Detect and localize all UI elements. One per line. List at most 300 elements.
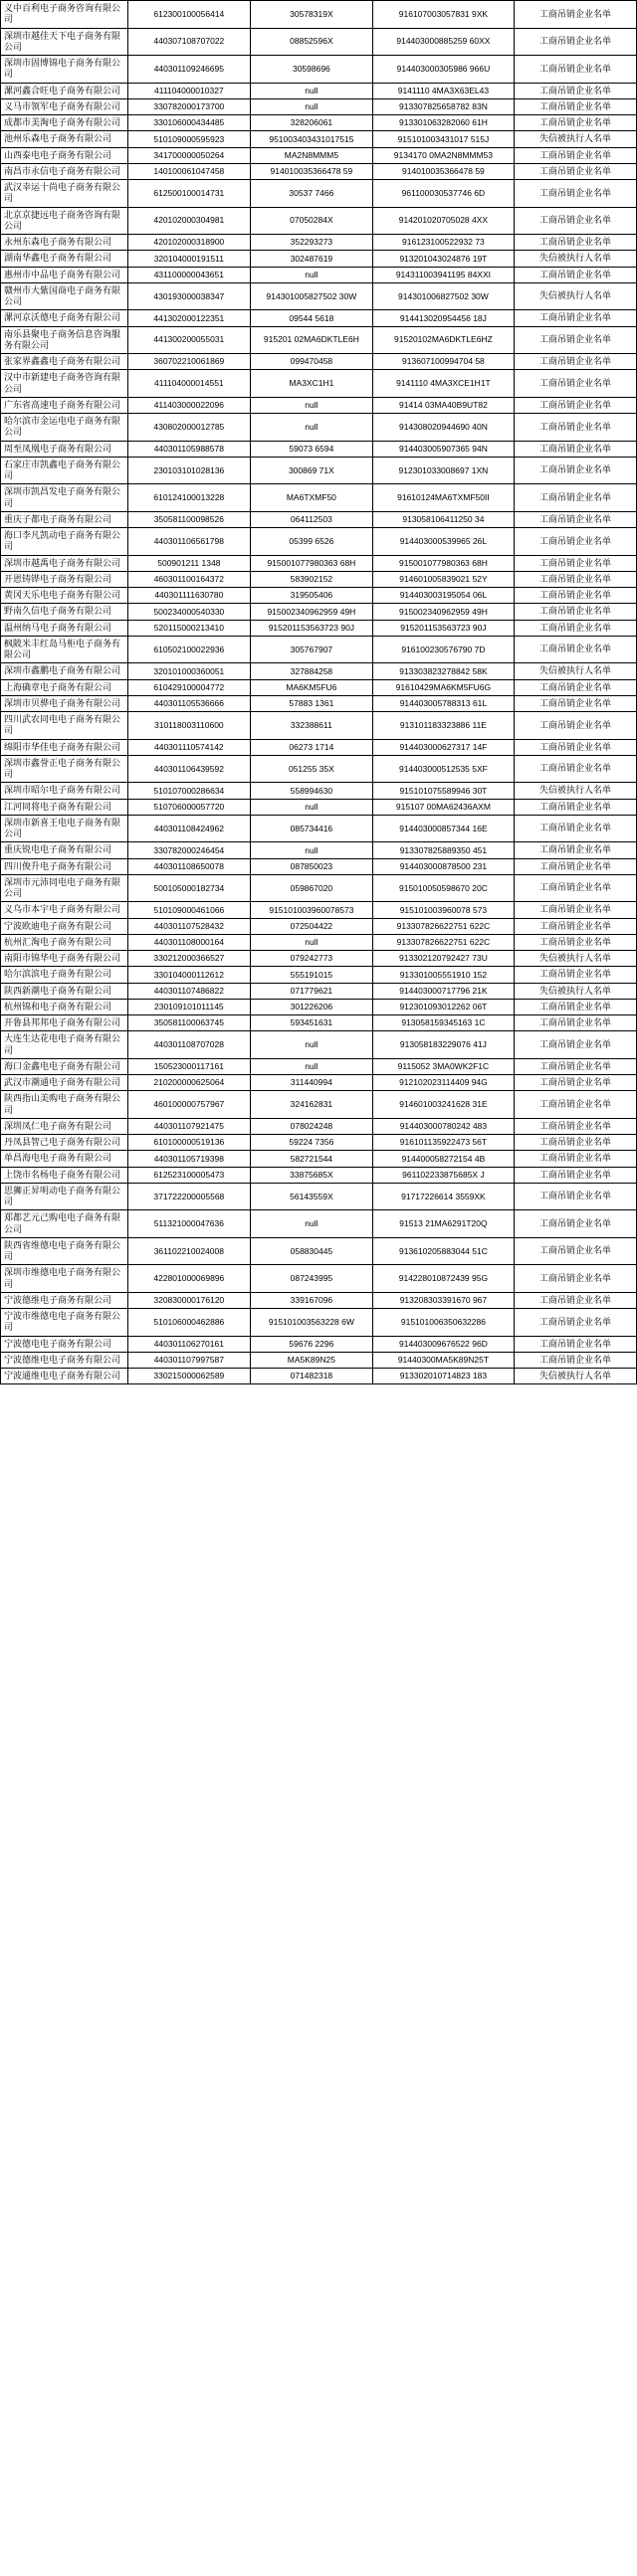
company-name-cell: 温州纳马电子商务有限公司 bbox=[1, 620, 128, 636]
table-row bbox=[1, 902, 637, 918]
taxpayer-id-cell: 915101003431017 515J bbox=[372, 131, 514, 147]
company-name-cell: 义马市领军电子商务有限公司 bbox=[1, 98, 128, 114]
company-name-cell: 南昌市永信电子商务有限公司 bbox=[1, 163, 128, 179]
list-type-cell: 失信被执行人名单 bbox=[514, 783, 636, 799]
table-row bbox=[1, 414, 637, 442]
taxpayer-id-cell: 913101183323886 11E bbox=[372, 712, 514, 740]
taxpayer-id-cell: 915101003960078 573 bbox=[372, 902, 514, 918]
list-type-cell: 工商吊销企业名单 bbox=[514, 98, 636, 114]
taxpayer-id-cell: 914403000627317 14F bbox=[372, 739, 514, 755]
registration-number-cell: 440301107486822 bbox=[127, 983, 250, 999]
company-name-cell: 哈尔滨滨电子商务有限公司 bbox=[1, 967, 128, 983]
registration-number-cell: 500234000540330 bbox=[127, 604, 250, 620]
organization-code-cell: MA5K89N25 bbox=[250, 1352, 372, 1368]
registration-number-cell: 440301110574142 bbox=[127, 739, 250, 755]
organization-code-cell: null bbox=[250, 83, 372, 98]
organization-code-cell: 57883 1361 bbox=[250, 695, 372, 711]
organization-code-cell: 915101003563228 6W bbox=[250, 1309, 372, 1337]
list-type-cell: 工商吊销企业名单 bbox=[514, 1265, 636, 1293]
list-type-cell: 失信被执行人名单 bbox=[514, 251, 636, 267]
organization-code-cell: 951003403431017515 bbox=[250, 131, 372, 147]
table-row bbox=[1, 1091, 637, 1119]
registration-number-cell: 411403000022096 bbox=[127, 397, 250, 413]
organization-code-cell: 30537 7466 bbox=[250, 180, 372, 208]
registration-number-cell: 430802000012785 bbox=[127, 414, 250, 442]
registration-number-cell: 440301107921475 bbox=[127, 1118, 250, 1134]
table-row bbox=[1, 1167, 637, 1183]
organization-code-cell: 59676 2296 bbox=[250, 1336, 372, 1352]
organization-code-cell: 324162831 bbox=[250, 1091, 372, 1119]
taxpayer-id-cell: 961102233875685X J bbox=[372, 1167, 514, 1183]
list-type-cell: 工商吊销企业名单 bbox=[514, 235, 636, 251]
table-row bbox=[1, 354, 637, 370]
list-type-cell: 工商吊销企业名单 bbox=[514, 1075, 636, 1091]
list-type-cell: 工商吊销企业名单 bbox=[514, 414, 636, 442]
taxpayer-id-cell: 914403000857344 16E bbox=[372, 815, 514, 842]
taxpayer-id-cell: 914601003241628 31E bbox=[372, 1091, 514, 1119]
company-name-cell: 开恩铸铧电子商务有限公司 bbox=[1, 571, 128, 587]
table-row bbox=[1, 934, 637, 950]
company-name-cell: 深圳市鑫誉正电子商务有限公司 bbox=[1, 755, 128, 783]
taxpayer-id-cell: 913307825658782 83N bbox=[372, 98, 514, 114]
company-name-cell: 宁波市维德电电子商务有限公司 bbox=[1, 1309, 128, 1337]
taxpayer-id-cell: 914403009676522 96D bbox=[372, 1336, 514, 1352]
registration-number-cell: 341700000050264 bbox=[127, 147, 250, 163]
taxpayer-id-cell: 914201020705028 4XX bbox=[372, 207, 514, 235]
list-type-cell: 工商吊销企业名单 bbox=[514, 1135, 636, 1151]
list-type-cell: 工商吊销企业名单 bbox=[514, 56, 636, 84]
company-name-cell: 黄冈天乐电电子商务有限公司 bbox=[1, 588, 128, 604]
company-name-cell: 广东省高速电子商务有限公司 bbox=[1, 397, 128, 413]
registration-number-cell: 350581100098526 bbox=[127, 511, 250, 527]
table-row bbox=[1, 326, 637, 354]
organization-code-cell: null bbox=[250, 1210, 372, 1238]
taxpayer-id-cell: 91610429MA6KM5FU6G bbox=[372, 679, 514, 695]
list-type-cell: 工商吊销企业名单 bbox=[514, 28, 636, 56]
company-name-cell: 大连生达花电电子商务有限公司 bbox=[1, 1031, 128, 1059]
table-row bbox=[1, 397, 637, 413]
company-name-cell: 成都市美淘电子商务有限公司 bbox=[1, 115, 128, 131]
registration-number-cell: 441300200055031 bbox=[127, 326, 250, 354]
organization-code-cell: 59073 6594 bbox=[250, 441, 372, 457]
registration-number-cell: 440301107997587 bbox=[127, 1352, 250, 1368]
list-type-cell: 工商吊销企业名单 bbox=[514, 571, 636, 587]
list-type-cell: 工商吊销企业名单 bbox=[514, 1091, 636, 1119]
organization-code-cell: 59224 7356 bbox=[250, 1135, 372, 1151]
registration-number-cell: 610100000519136 bbox=[127, 1135, 250, 1151]
table-row bbox=[1, 441, 637, 457]
list-type-cell: 工商吊销企业名单 bbox=[514, 1058, 636, 1074]
registration-number-cell: 411104000014551 bbox=[127, 370, 250, 398]
registration-number-cell: 510109000461066 bbox=[127, 902, 250, 918]
list-type-cell: 工商吊销企业名单 bbox=[514, 967, 636, 983]
organization-code-cell: 05399 6526 bbox=[250, 528, 372, 556]
organization-code-cell: 051255 35X bbox=[250, 755, 372, 783]
organization-code-cell: 327884258 bbox=[250, 663, 372, 679]
taxpayer-id-cell: 91513 21MA6291T20Q bbox=[372, 1210, 514, 1238]
list-type-cell: 工商吊销企业名单 bbox=[514, 441, 636, 457]
list-type-cell: 失信被执行人名单 bbox=[514, 282, 636, 310]
registration-number-cell: 440301106561798 bbox=[127, 528, 250, 556]
list-type-cell: 工商吊销企业名单 bbox=[514, 755, 636, 783]
organization-code-cell: 087850023 bbox=[250, 858, 372, 874]
taxpayer-id-cell: 91520102MA6DKTLE6HZ bbox=[372, 326, 514, 354]
taxpayer-id-cell: 914308020944690 40N bbox=[372, 414, 514, 442]
company-name-cell: 宁波欧迪电子商务有限公司 bbox=[1, 918, 128, 934]
company-name-cell: 深圳市固博锦电子商务有限公司 bbox=[1, 56, 128, 84]
organization-code-cell: MA6TXMF50 bbox=[250, 484, 372, 512]
company-name-cell: 单昌海电电子商务有限公司 bbox=[1, 1151, 128, 1167]
organization-code-cell: 09544 5618 bbox=[250, 310, 372, 326]
list-type-cell: 工商吊销企业名单 bbox=[514, 588, 636, 604]
organization-code-cell: 08852596X bbox=[250, 28, 372, 56]
table-row bbox=[1, 951, 637, 967]
list-type-cell: 工商吊销企业名单 bbox=[514, 511, 636, 527]
organization-code-cell: MA3XC1H1 bbox=[250, 370, 372, 398]
list-type-cell: 工商吊销企业名单 bbox=[514, 1292, 636, 1308]
company-name-cell: 上饶市名杨电子商务有限公司 bbox=[1, 1167, 128, 1183]
table-row bbox=[1, 1292, 637, 1308]
taxpayer-id-cell: 914228010872439 95G bbox=[372, 1265, 514, 1293]
taxpayer-id-cell: 913058159345163 1C bbox=[372, 1015, 514, 1031]
taxpayer-id-cell: 913307825889350 451 bbox=[372, 842, 514, 858]
company-name-cell: 海口金鑫电电子商务有限公司 bbox=[1, 1058, 128, 1074]
registration-number-cell: 361102210024008 bbox=[127, 1237, 250, 1265]
list-type-cell: 工商吊销企业名单 bbox=[514, 528, 636, 556]
table-row bbox=[1, 783, 637, 799]
taxpayer-id-cell: 913303823278842 58K bbox=[372, 663, 514, 679]
table-row bbox=[1, 1075, 637, 1091]
organization-code-cell: null bbox=[250, 414, 372, 442]
list-type-cell: 工商吊销企业名单 bbox=[514, 902, 636, 918]
table-row bbox=[1, 528, 637, 556]
company-name-cell: 深圳市凯昌发电子商务有限公司 bbox=[1, 484, 128, 512]
organization-code-cell: 064112503 bbox=[250, 511, 372, 527]
registration-number-cell: 510106000462886 bbox=[127, 1309, 250, 1337]
taxpayer-id-cell: 914403000717796 21K bbox=[372, 983, 514, 999]
table-row bbox=[1, 842, 637, 858]
company-name-cell: 深圳凤仁电子商务有限公司 bbox=[1, 1118, 128, 1134]
list-type-cell: 工商吊销企业名单 bbox=[514, 326, 636, 354]
organization-code-cell: null bbox=[250, 397, 372, 413]
table-row bbox=[1, 799, 637, 815]
taxpayer-id-cell: 913307826622751 622C bbox=[372, 918, 514, 934]
organization-code-cell: 555191015 bbox=[250, 967, 372, 983]
company-name-cell: 哈尔滨市金运电电子商务有限公司 bbox=[1, 414, 128, 442]
list-type-cell: 工商吊销企业名单 bbox=[514, 1309, 636, 1337]
company-name-cell: 陕西省维德电电子商务有限公司 bbox=[1, 1237, 128, 1265]
registration-number-cell: 610124100013228 bbox=[127, 484, 250, 512]
registration-number-cell: 422801000069896 bbox=[127, 1265, 250, 1293]
list-type-cell: 工商吊销企业名单 bbox=[514, 397, 636, 413]
registration-number-cell: 440301105536666 bbox=[127, 695, 250, 711]
list-type-cell: 工商吊销企业名单 bbox=[514, 712, 636, 740]
registration-number-cell: 612500100014731 bbox=[127, 180, 250, 208]
organization-code-cell: 311440994 bbox=[250, 1075, 372, 1091]
list-type-cell: 失信被执行人名单 bbox=[514, 983, 636, 999]
organization-code-cell: 071482318 bbox=[250, 1369, 372, 1384]
table-row bbox=[1, 695, 637, 711]
list-type-cell: 失信被执行人名单 bbox=[514, 663, 636, 679]
organization-code-cell: 300869 71X bbox=[250, 457, 372, 484]
registration-number-cell: 460301100164372 bbox=[127, 571, 250, 587]
table-row bbox=[1, 555, 637, 571]
registration-number-cell: 610502100022936 bbox=[127, 636, 250, 663]
registration-number-cell: 440301111630780 bbox=[127, 588, 250, 604]
organization-code-cell: 915201 02MA6DKTLE6H bbox=[250, 326, 372, 354]
registration-number-cell: 320830000176120 bbox=[127, 1292, 250, 1308]
taxpayer-id-cell: 914403005907365 94N bbox=[372, 441, 514, 457]
table-row bbox=[1, 251, 637, 267]
table-row bbox=[1, 1, 637, 29]
organization-code-cell: 07050284X bbox=[250, 207, 372, 235]
company-name-cell: 南乐县聚电子商务信息咨询服务有限公司 bbox=[1, 326, 128, 354]
list-type-cell: 工商吊销企业名单 bbox=[514, 1237, 636, 1265]
company-name-cell: 深圳市越佳天下电子商务有限公司 bbox=[1, 28, 128, 56]
list-type-cell: 工商吊销企业名单 bbox=[514, 858, 636, 874]
organization-code-cell: 352293273 bbox=[250, 235, 372, 251]
organization-code-cell: 915201153563723 90J bbox=[250, 620, 372, 636]
list-type-cell: 工商吊销企业名单 bbox=[514, 1, 636, 29]
company-name-cell: 杭州锦和电子商务有限公司 bbox=[1, 999, 128, 1014]
list-type-cell: 失信被执行人名单 bbox=[514, 951, 636, 967]
company-name-cell: 深圳市昭尔电子商务有限公司 bbox=[1, 783, 128, 799]
organization-code-cell: null bbox=[250, 1058, 372, 1074]
company-name-cell: 陕西新潮电子商务有限公司 bbox=[1, 983, 128, 999]
registration-number-cell: 320104000191511 bbox=[127, 251, 250, 267]
registration-number-cell: 360702210061869 bbox=[127, 354, 250, 370]
company-name-cell: 上海确章电子商务有限公司 bbox=[1, 679, 128, 695]
taxpayer-id-cell: 913307826622751 622C bbox=[372, 934, 514, 950]
table-row bbox=[1, 1118, 637, 1134]
taxpayer-id-cell: 915010050598670 20C bbox=[372, 874, 514, 902]
list-type-cell: 工商吊销企业名单 bbox=[514, 1031, 636, 1059]
table-row bbox=[1, 604, 637, 620]
company-name-cell: 郑都艺元己购电电子商务有限公司 bbox=[1, 1210, 128, 1238]
company-name-cell: 江河同将电子商务有限公司 bbox=[1, 799, 128, 815]
list-type-cell: 工商吊销企业名单 bbox=[514, 163, 636, 179]
taxpayer-id-cell: 914403003195054 06L bbox=[372, 588, 514, 604]
company-name-cell: 开鲁县邦邦电子商务有限公司 bbox=[1, 1015, 128, 1031]
organization-code-cell: 078024248 bbox=[250, 1118, 372, 1134]
registration-number-cell: 441302000122351 bbox=[127, 310, 250, 326]
organization-code-cell: 319505406 bbox=[250, 588, 372, 604]
table-row bbox=[1, 457, 637, 484]
list-type-cell: 工商吊销企业名单 bbox=[514, 636, 636, 663]
taxpayer-id-cell: 91414 03MA40B9UT82 bbox=[372, 397, 514, 413]
taxpayer-id-cell: 913301063282060 61H bbox=[372, 115, 514, 131]
company-name-cell: 宁波德维电子商务有限公司 bbox=[1, 1292, 128, 1308]
table-row bbox=[1, 1031, 637, 1059]
list-type-cell: 工商吊销企业名单 bbox=[514, 180, 636, 208]
list-type-cell: 工商吊销企业名单 bbox=[514, 815, 636, 842]
registration-number-cell: 330782000173700 bbox=[127, 98, 250, 114]
table-row bbox=[1, 370, 637, 398]
organization-code-cell: 058830445 bbox=[250, 1237, 372, 1265]
taxpayer-id-cell: 914403000878500 231 bbox=[372, 858, 514, 874]
taxpayer-id-cell: 91440300MA5K89N25T bbox=[372, 1352, 514, 1368]
registration-number-cell: 440301106439592 bbox=[127, 755, 250, 783]
company-name-cell: 张家界鑫鑫电子商务有限公司 bbox=[1, 354, 128, 370]
organization-code-cell: MA2N8MMM5 bbox=[250, 147, 372, 163]
company-name-cell: 深圳市越禹电子商务有限公司 bbox=[1, 555, 128, 571]
table-row bbox=[1, 1151, 637, 1167]
list-type-cell: 工商吊销企业名单 bbox=[514, 799, 636, 815]
taxpayer-id-cell: 961100030537746 6D bbox=[372, 180, 514, 208]
registration-number-cell: 510706000057720 bbox=[127, 799, 250, 815]
table-row bbox=[1, 1369, 637, 1384]
table-row bbox=[1, 511, 637, 527]
table-row bbox=[1, 712, 637, 740]
organization-code-cell: 914301005827502 30W bbox=[250, 282, 372, 310]
registration-number-cell: 210200000625064 bbox=[127, 1075, 250, 1091]
table-row bbox=[1, 115, 637, 131]
table-row bbox=[1, 310, 637, 326]
company-name-cell: 四川俊升电子商务有限公司 bbox=[1, 858, 128, 874]
registration-number-cell: 310118003110600 bbox=[127, 712, 250, 740]
company-name-cell: 深圳市新喜王电电子商务有限公司 bbox=[1, 815, 128, 842]
table-row bbox=[1, 1309, 637, 1337]
table-row bbox=[1, 755, 637, 783]
table-row bbox=[1, 98, 637, 114]
table-row bbox=[1, 1058, 637, 1074]
table-row bbox=[1, 1352, 637, 1368]
organization-code-cell: 071779621 bbox=[250, 983, 372, 999]
taxpayer-id-cell: 913607100994704 58 bbox=[372, 354, 514, 370]
registration-number-cell: 610429100004772 bbox=[127, 679, 250, 695]
company-name-cell: 野南久信电子商务有限公司 bbox=[1, 604, 128, 620]
list-type-cell: 工商吊销企业名单 bbox=[514, 555, 636, 571]
registration-number-cell: 440301106270161 bbox=[127, 1336, 250, 1352]
organization-code-cell: null bbox=[250, 842, 372, 858]
organization-code-cell: 301226206 bbox=[250, 999, 372, 1014]
registration-number-cell: 440301108650078 bbox=[127, 858, 250, 874]
registration-number-cell: 520115000213410 bbox=[127, 620, 250, 636]
table-row bbox=[1, 282, 637, 310]
company-name-cell: 惠州市中品电子商务有限公司 bbox=[1, 267, 128, 282]
table-row bbox=[1, 1237, 637, 1265]
organization-code-cell: 33875685X bbox=[250, 1167, 372, 1183]
registration-number-cell: 440301105988578 bbox=[127, 441, 250, 457]
registration-number-cell: 460100000757967 bbox=[127, 1091, 250, 1119]
company-name-cell: 思狮正昇明动电子商务有限公司 bbox=[1, 1183, 128, 1210]
organization-code-cell: null bbox=[250, 1031, 372, 1059]
list-type-cell: 工商吊销企业名单 bbox=[514, 934, 636, 950]
table-row bbox=[1, 1336, 637, 1352]
taxpayer-id-cell: 914403000305986 966U bbox=[372, 56, 514, 84]
list-type-cell: 工商吊销企业名单 bbox=[514, 1336, 636, 1352]
organization-code-cell: 099470458 bbox=[250, 354, 372, 370]
table-row bbox=[1, 739, 637, 755]
taxpayer-id-cell: 914403000539965 26L bbox=[372, 528, 514, 556]
company-name-cell: 漯河京沃德电子商务有限公司 bbox=[1, 310, 128, 326]
list-type-cell: 工商吊销企业名单 bbox=[514, 739, 636, 755]
registration-number-cell: 230109101011145 bbox=[127, 999, 250, 1014]
company-name-cell: 南阳市锦华电子商务有限公司 bbox=[1, 951, 128, 967]
organization-code-cell: 915002340962959 49H bbox=[250, 604, 372, 620]
registration-number-cell: 140100061047458 bbox=[127, 163, 250, 179]
organization-code-cell: 558994630 bbox=[250, 783, 372, 799]
table-row bbox=[1, 999, 637, 1014]
taxpayer-id-cell: 916100230576790 7D bbox=[372, 636, 514, 663]
registration-number-cell: 420102000318900 bbox=[127, 235, 250, 251]
taxpayer-id-cell: 91610124MA6TXMF50II bbox=[372, 484, 514, 512]
taxpayer-id-cell: 913058106411250 34 bbox=[372, 511, 514, 527]
registration-number-cell: 510109000595923 bbox=[127, 131, 250, 147]
company-name-cell: 义乌市本宇电子商务有限公司 bbox=[1, 902, 128, 918]
table-row bbox=[1, 56, 637, 84]
registration-number-cell: 330212000366527 bbox=[127, 951, 250, 967]
table-row bbox=[1, 267, 637, 282]
taxpayer-id-cell: 915107 00MA62436AXM bbox=[372, 799, 514, 815]
list-type-cell: 工商吊销企业名单 bbox=[514, 310, 636, 326]
registration-number-cell: 431100000043651 bbox=[127, 267, 250, 282]
list-type-cell: 工商吊销企业名单 bbox=[514, 679, 636, 695]
list-type-cell: 工商吊销企业名单 bbox=[514, 842, 636, 858]
list-type-cell: 工商吊销企业名单 bbox=[514, 620, 636, 636]
company-name-cell: 宁波通维电电子商务有限公司 bbox=[1, 1369, 128, 1384]
organization-code-cell: null bbox=[250, 98, 372, 114]
table-row bbox=[1, 858, 637, 874]
list-type-cell: 工商吊销企业名单 bbox=[514, 457, 636, 484]
taxpayer-id-cell: 913208303391670 967 bbox=[372, 1292, 514, 1308]
taxpayer-id-cell: 915001077980363 68H bbox=[372, 555, 514, 571]
registration-number-cell: 230103101028136 bbox=[127, 457, 250, 484]
company-name-cell: 武汉幸运十尚电子商务有限公司 bbox=[1, 180, 128, 208]
taxpayer-id-cell: 914403005788313 61L bbox=[372, 695, 514, 711]
list-type-cell: 工商吊销企业名单 bbox=[514, 115, 636, 131]
taxpayer-id-cell: 914403000885259 60XX bbox=[372, 28, 514, 56]
table-row bbox=[1, 983, 637, 999]
registry-table-body bbox=[1, 1, 637, 1384]
organization-code-cell: 06273 1714 bbox=[250, 739, 372, 755]
company-name-cell: 义中百利电子商务咨询有限公司 bbox=[1, 1, 128, 29]
company-name-cell: 北京京捷远电子商务咨询有限公司 bbox=[1, 207, 128, 235]
list-type-cell: 工商吊销企业名单 bbox=[514, 207, 636, 235]
company-name-cell: 杭州汇淘电子商务有限公司 bbox=[1, 934, 128, 950]
table-row bbox=[1, 147, 637, 163]
taxpayer-id-cell: 916123100522932 73 bbox=[372, 235, 514, 251]
organization-code-cell: 332388611 bbox=[250, 712, 372, 740]
registration-number-cell: 500105000182734 bbox=[127, 874, 250, 902]
registration-number-cell: 330104000112612 bbox=[127, 967, 250, 983]
registration-number-cell: 440301108000164 bbox=[127, 934, 250, 950]
company-name-cell: 湖南华鑫电子商务有限公司 bbox=[1, 251, 128, 267]
table-row bbox=[1, 180, 637, 208]
table-row bbox=[1, 1265, 637, 1293]
organization-code-cell: 087243995 bbox=[250, 1265, 372, 1293]
company-name-cell: 池州乐森电子商务有限公司 bbox=[1, 131, 128, 147]
list-type-cell: 工商吊销企业名单 bbox=[514, 83, 636, 98]
taxpayer-id-cell: 913302010714823 183 bbox=[372, 1369, 514, 1384]
taxpayer-id-cell: 912301093012262 06T bbox=[372, 999, 514, 1014]
table-row bbox=[1, 28, 637, 56]
registration-number-cell: 371722200005568 bbox=[127, 1183, 250, 1210]
taxpayer-id-cell: 914601005839021 52Y bbox=[372, 571, 514, 587]
company-name-cell: 重庆子都电子商务有限公司 bbox=[1, 511, 128, 527]
organization-code-cell: 079242773 bbox=[250, 951, 372, 967]
taxpayer-id-cell: 913301005551910 152 bbox=[372, 967, 514, 983]
taxpayer-id-cell: 915201153563723 90J bbox=[372, 620, 514, 636]
organization-code-cell: 072504422 bbox=[250, 918, 372, 934]
organization-code-cell: 914010035366478 59 bbox=[250, 163, 372, 179]
registration-number-cell: 330215000062589 bbox=[127, 1369, 250, 1384]
list-type-cell: 工商吊销企业名单 bbox=[514, 1015, 636, 1031]
list-type-cell: 工商吊销企业名单 bbox=[514, 695, 636, 711]
taxpayer-id-cell: 914400058272154 4B bbox=[372, 1151, 514, 1167]
registration-number-cell: 440301105719398 bbox=[127, 1151, 250, 1167]
organization-code-cell: 582721544 bbox=[250, 1151, 372, 1167]
